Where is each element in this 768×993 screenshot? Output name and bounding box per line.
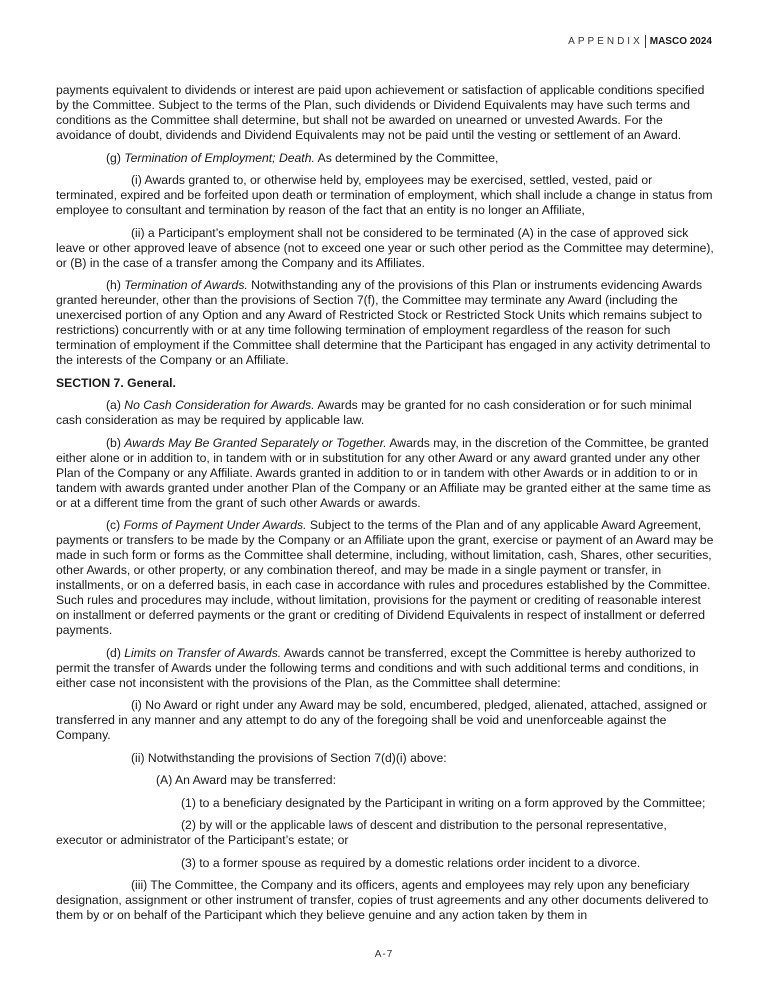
paragraph-label: (d) xyxy=(106,645,125,660)
paragraph-d-ii xyxy=(56,751,714,766)
paragraph-text: Awards may, in the discretion of the Committee, be granted either alone or in addition to, in tandem with or in substitution for any other Award or any award granted under any other Plan of the Company or any Affiliate. Awards granted in addition to or in tandem with other Awards or in addition to or in tandem with awards granted under another Plan of the Company or an Affiliate may be granted either at the same time as or at a different time from the grant of such other Awards or awards. xyxy=(56,435,711,510)
paragraph-text: (2) by will or the applicable laws of descent and distribution to the personal representative, executor or administrator of the Participant’s estate; or xyxy=(56,818,667,847)
paragraph-text: Awards cannot be transferred, except the Committee is hereby authorized to permit the transfer of Awards under the following terms and conditions and with such additional terms and conditions, in either case not inconsistent with the provisions of the Plan, as the Committee shall determine: xyxy=(56,645,699,690)
paragraph-text: As determined by the Committee, xyxy=(314,150,499,165)
paragraph-text: (ii) Notwithstanding the provisions of Section 7(d)(i) above: xyxy=(131,750,447,765)
paragraph-title: Termination of Awards. xyxy=(124,278,248,292)
paragraph-label: (g) xyxy=(106,150,125,165)
paragraph-title: Forms of Payment Under Awards. xyxy=(123,518,307,532)
paragraph-d xyxy=(56,646,714,691)
paragraph-text: (ii) a Participant’s employment shall not be considered to be terminated (A) in the case of approved sick leave or other approved leave of absence (not to exceed one year or such other period as the Committee may determine), or (B) in the case of a transfer among the Company and its Affiliates. xyxy=(56,225,714,270)
paragraph-text: (1) to a beneficiary designated by the Participant in writing on a form approved by the Committee; xyxy=(181,795,706,810)
paragraph-text: Awards may be granted for no cash consideration or for such minimal cash consideration as may be required by applicable law. xyxy=(56,398,692,427)
paragraph-d-i xyxy=(56,698,714,743)
paragraph-c xyxy=(56,518,714,638)
page-header xyxy=(568,35,712,48)
paragraph-label: (h) xyxy=(106,278,125,292)
paragraph-text: Notwithstanding any of the provisions of this Plan or instruments evidencing Awards granted hereunder, other than the provisions of Section 7(f), the Committee may terminate any Award (including the unexercised portion of any Option and any Award of Restricted Stock or Restricted Stock Units which remains subject to restrictions) concurrently with or at any time following termination of employment regardless of the reason for such termination of employment if the Committee shall determine that the Participant has engaged in any activity detrimental to the interests of the Company or an Affiliate. xyxy=(56,278,711,367)
paragraph-d-ii-a-3 xyxy=(56,856,714,871)
paragraph-title: Awards May Be Granted Separately or Together. xyxy=(124,435,387,450)
paragraph-g-ii xyxy=(56,226,714,271)
section-heading xyxy=(56,376,714,391)
paragraph-d-ii-a xyxy=(56,773,714,788)
section-title: SECTION 7. General. xyxy=(56,375,176,390)
paragraph-label: (c) xyxy=(106,518,124,532)
paragraph-d-iii xyxy=(56,878,714,923)
paragraph-text: Subject to the terms of the Plan and of any applicable Award Agreement, payments or transfers to be made by the Company or an Affiliate upon the grant, exercise or payment of an Award may be made in such form or forms as the Committee shall determine, including, without limitation, cash, Shares, other securities, other Awards, or other property, or any combination thereof, and may be made in a single payment or transfer, in installments, or on a deferred basis, in each case in accordance with rules and procedures established by the Committee. Such rules and procedures may include, without limitation, provisions for the payment or crediting of reasonable interest on installment or deferred payments or the grant or crediting of Dividend Equivalents in respect of installment or deferred payments. xyxy=(56,518,714,637)
paragraph-label: (a) xyxy=(106,398,125,412)
paragraph-text: (A) An Award may be transferred: xyxy=(156,773,336,787)
paragraph-text: (i) Awards granted to, or otherwise held by, employees may be exercised, settled, vested, paid or terminated, expired and be forfeited upon death or termination of employment, which shall include a change in status from employee to consultant and termination by reason of the fact that an entity is no longer an Affiliate, xyxy=(56,173,713,217)
paragraph-label: (b) xyxy=(106,435,125,450)
paragraph-h xyxy=(56,278,714,368)
page-number: A-7 xyxy=(374,949,394,960)
paragraph-title: No Cash Consideration for Awards. xyxy=(124,398,315,412)
paragraph-dividends xyxy=(56,83,714,143)
paragraph-g-i xyxy=(56,173,714,218)
paragraph-title: Termination of Employment; Death. xyxy=(124,150,315,165)
header-divider xyxy=(645,35,646,48)
paragraph-text: (i) No Award or right under any Award may be sold, encumbered, pledged, alienated, attached, assigned or transferred in any manner and any attempt to do any of the foregoing shall be void and unenforceable against the Company. xyxy=(56,698,708,742)
paragraph-a xyxy=(56,398,714,428)
paragraph-d-ii-a-2 xyxy=(56,818,714,848)
paragraph-text: (iii) The Committee, the Company and its officers, agents and employees may rely upon any beneficiary designation, assignment or other instrument of transfer, copies of trust agreements and any other documents delivered to them by or on behalf of the Participant which they believe genuine and any action taken by them in xyxy=(56,878,709,922)
paragraph-text: (3) to a former spouse as required by a domestic relations order incident to a divorce. xyxy=(181,855,641,870)
header-section: APPENDIX xyxy=(568,36,643,47)
paragraph-title: Limits on Transfer of Awards. xyxy=(124,645,282,660)
header-brand: MASCO 2024 xyxy=(649,36,712,47)
paragraph-text: payments equivalent to dividends or interest are paid upon achievement or satisfaction of applicable conditions specified by the Committee. Subject to the terms of the Plan, such dividends or Dividend Equivalents may have such terms and conditions as the Committee shall determine, but shall not be awarded on unearned or unvested Awards. For the avoidance of doubt, dividends and Dividend Equivalents may not be paid until the vesting or settlement of an Award. xyxy=(56,83,705,142)
paragraph-b xyxy=(56,436,714,511)
paragraph-d-ii-a-1 xyxy=(56,796,714,811)
document-body xyxy=(56,83,714,931)
paragraph-g xyxy=(56,151,714,166)
